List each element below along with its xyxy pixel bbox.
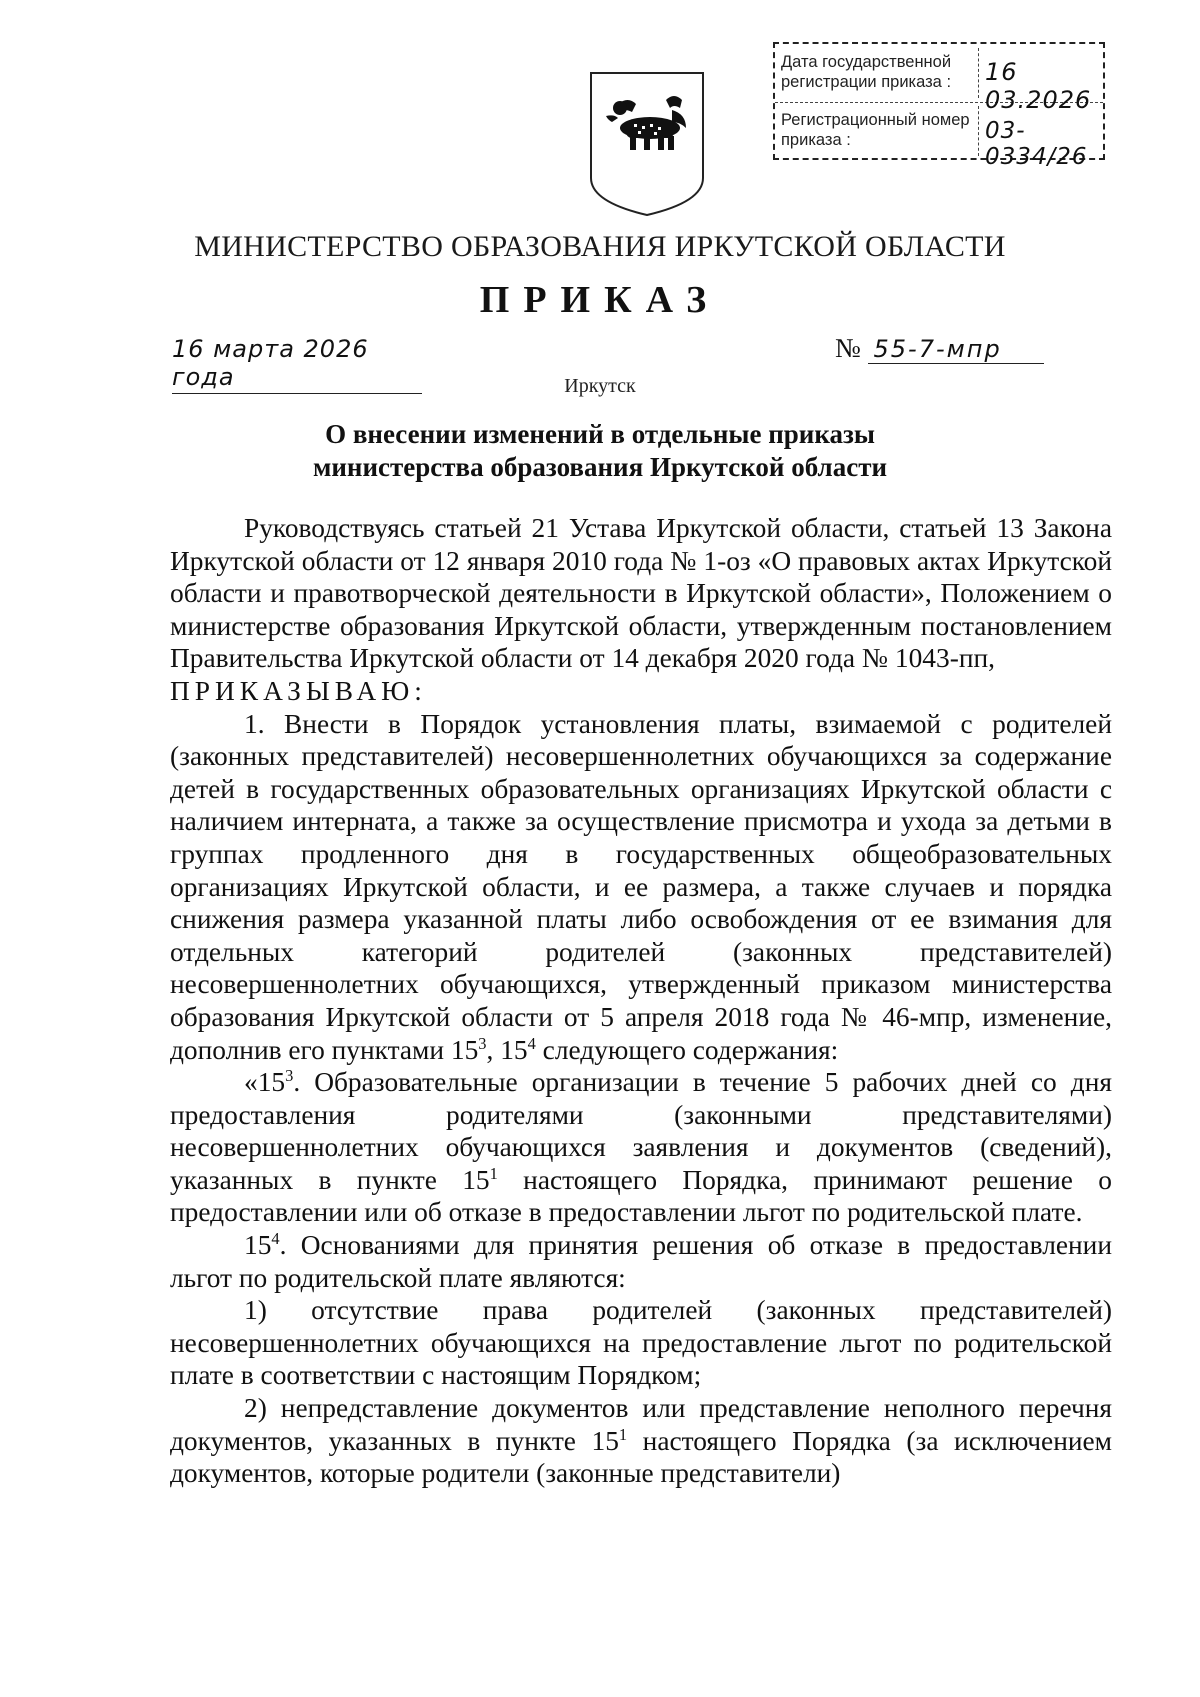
point-15-4-paragraph [170, 1229, 1112, 1294]
superscript: 3 [285, 1065, 294, 1085]
point-text: . Образовательные организации в течение 5 рабочих дней со дня предоставления родителями (законными представителями) несовершеннолетних обучающихся заявления и документов (сведений), указанных в пункте 15 [170, 1067, 1112, 1195]
point-text: «15 [244, 1067, 286, 1098]
registration-stamp [773, 42, 1105, 170]
registration-date-value: 16 03.2026 [985, 58, 1092, 114]
item-1-text: следующего содержания: [535, 1034, 839, 1065]
title-line-1: О внесении изменений в отдельные приказы [325, 419, 875, 449]
subpoint-text: 2) непредставление документов или представление неполного перечня документов, указанных в пункте 15 [170, 1393, 1112, 1456]
item-1-paragraph [170, 708, 1112, 1067]
point-text: 15 [244, 1230, 272, 1261]
registration-number-row [775, 102, 1103, 170]
subpoint-text: настоящего Порядка (за исключением документов, которые родители (законные представители) [170, 1425, 1113, 1489]
superscript: 4 [527, 1033, 536, 1053]
registration-date-label: Дата государственной регистрации приказа : [781, 53, 952, 91]
order-word: ПРИКАЗЫВАЮ: [170, 675, 427, 706]
item-1-text: 1. Внести в Порядок установления платы, взимаемой с родителей (законных представителей) несовершеннолетних обучающихся за содержание детей в государственных образовательных организациях Иркутской области с наличием интерната, а также за осуществление присмотра и ухода за детьми в группах продленного дня в государственных общеобразовательных организациях Иркутской области, и ее размера, а также случаев и порядка снижения размера указанной платы либо освобождения от ее взимания для отдельных категорий родителей (законных представителей) несовершеннолетних обучающихся, утвержденный приказом министерства образования Иркутской области от 5 апреля 2018 года № 46-мпр, изменение, дополнив его пунктами 15 [170, 708, 1112, 1065]
document-type: ПРИКАЗ [479, 279, 721, 321]
order-date: 16 марта 2026 года [172, 335, 422, 394]
superscript: 3 [478, 1033, 487, 1053]
document-body [170, 512, 1112, 1490]
number-sign: № [835, 333, 861, 363]
divider [978, 48, 979, 98]
point-text: настоящего Порядка, принимают решение о предоставлении или об отказе в предоставлении льгот по родительской плате. [170, 1164, 1113, 1228]
superscript: 1 [618, 1424, 628, 1444]
registration-number-value: 03-0334/26 [985, 118, 1088, 170]
registration-number-label: Регистрационный номер приказа : [781, 111, 970, 149]
superscript: 1 [489, 1163, 498, 1183]
divider [978, 106, 979, 156]
superscript: 4 [271, 1228, 280, 1248]
city: Иркутск [564, 375, 636, 397]
preamble-paragraph: Руководствуясь статьей 21 Устава Иркутской области, статьей 13 Закона Иркутской области от 12 января 2010 года № 1-оз «О правовых актах Иркутской области и правотворческой деятельности в Иркутской области», Положением о министерстве образования Иркутской области, утвержденным постановлением Правительства Иркутской области от 14 декабря 2020 года № 1043-пп, [170, 513, 1112, 674]
document-title [0, 418, 1200, 484]
coat-of-arms-icon [588, 70, 706, 218]
point-15-3-paragraph [170, 1066, 1112, 1229]
subpoint-1-paragraph: 1) отсутствие права родителей (законных представителей) несовершеннолетних обучающихся на предоставление льгот по родительской плате в соответствии с настоящим Порядком; [170, 1295, 1112, 1391]
title-line-2: министерства образования Иркутской области [312, 452, 888, 482]
registration-date-row [775, 44, 1103, 114]
ministry-name: МИНИСТЕРСТВО ОБРАЗОВАНИЯ ИРКУТСКОЙ ОБЛАСТИ [194, 230, 1006, 263]
point-text: . Основаниями для принятия решения об отказе в предоставлении льгот по родительской плате являются: [170, 1230, 1112, 1293]
item-1-text: , 15 [486, 1034, 528, 1065]
order-number-value: 55-7-мпр [868, 335, 1044, 364]
order-number [835, 333, 1044, 364]
subpoint-2-paragraph [170, 1392, 1112, 1490]
